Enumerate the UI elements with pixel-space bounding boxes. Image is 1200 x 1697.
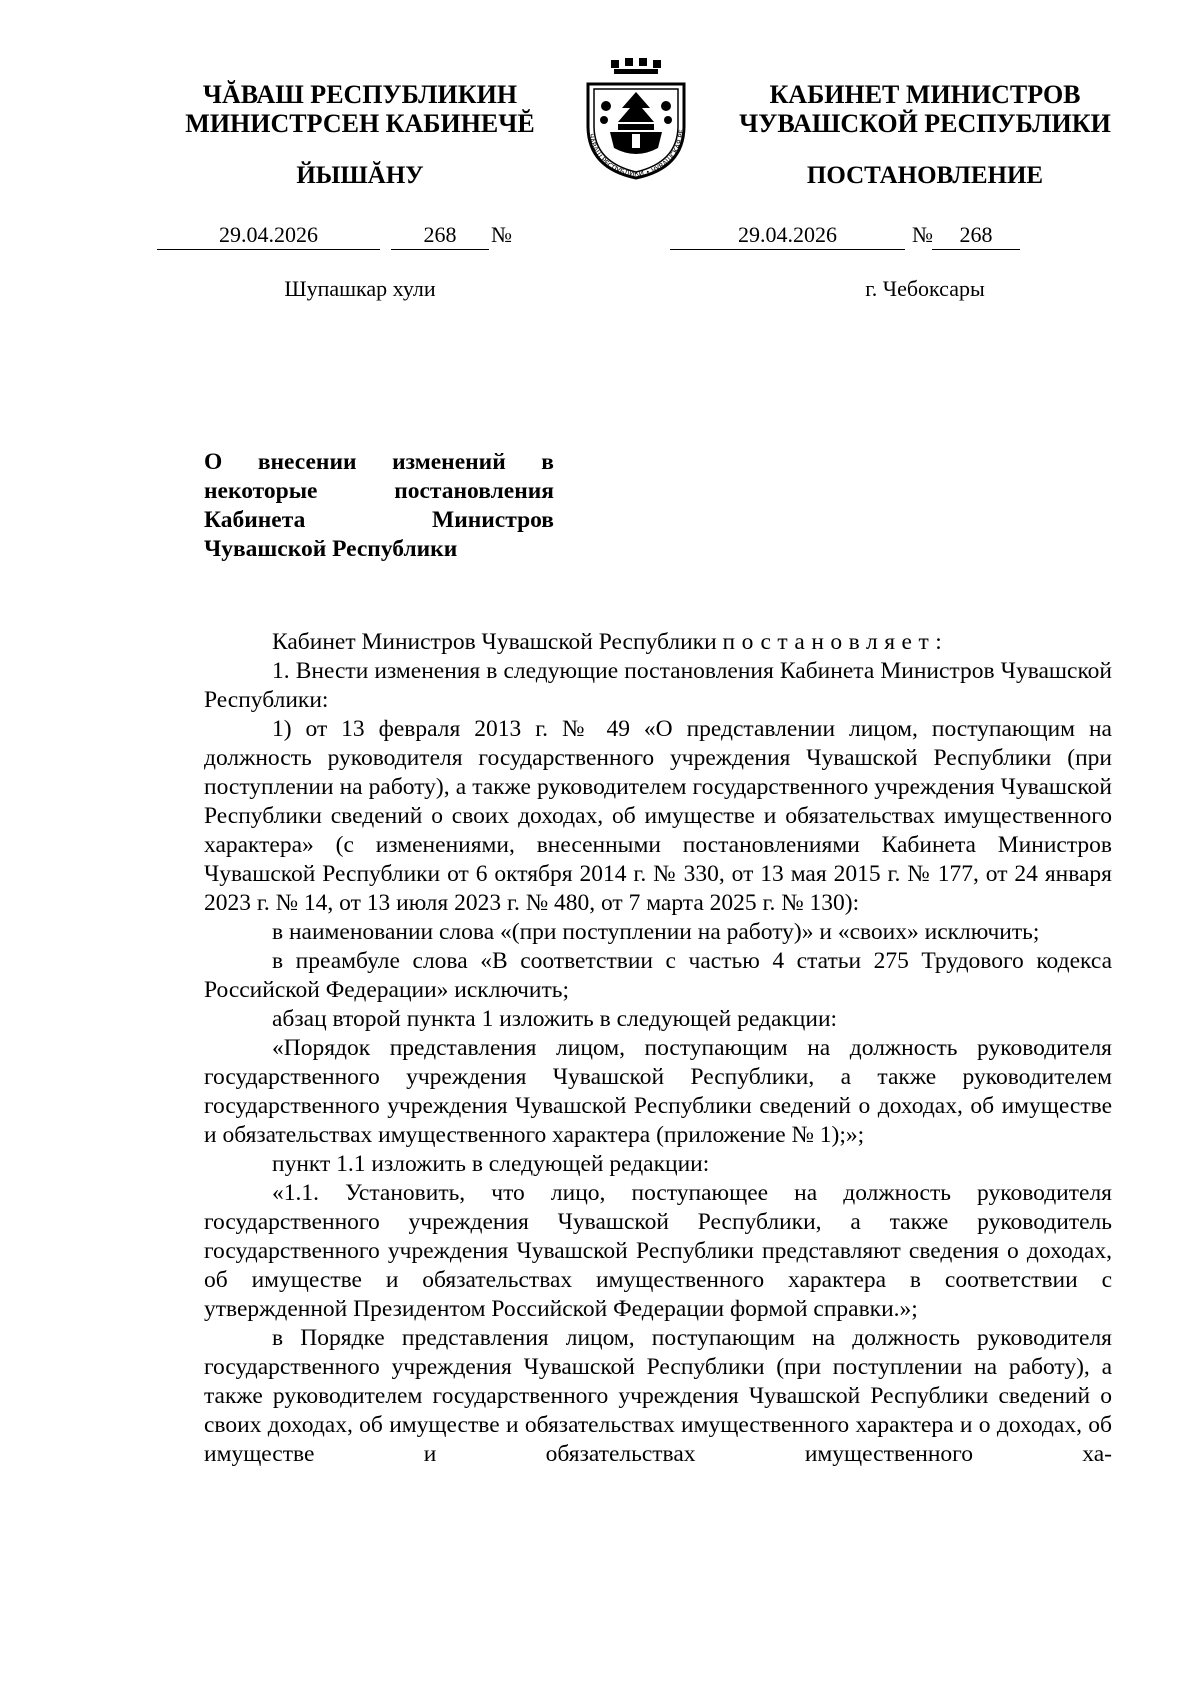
header-left-line2: МИНИСТРСЕН КАБИНЕЧĔ — [185, 109, 535, 138]
doc-type-russian: ПОСТАНОВЛЕНИЕ — [806, 162, 1044, 189]
coat-of-arms-icon — [566, 56, 706, 181]
header-left-title — [150, 80, 570, 138]
document-body — [204, 628, 1112, 1469]
preamble-decree-word: постановляет: — [722, 629, 949, 655]
header-right-line1: КАБИНЕТ МИНИСТРОВ — [769, 80, 1081, 109]
body-paragraph: 1. Внести изменения в следующие постановления Кабинета Министров Чувашской Республики: — [204, 658, 1112, 713]
header-right-line2: ЧУВАШСКОЙ РЕСПУБЛИКИ — [739, 109, 1111, 138]
number-right: 268 — [932, 222, 1020, 250]
preamble-lead: Кабинет Министров Чувашской Республики — [272, 629, 717, 655]
registration-row — [0, 222, 1200, 252]
body-paragraph: «1.1. Установить, что лицо, поступающее на должность руководителя государственного учреждения Чувашской Республики, а также руководитель государственного учреждения Чувашской Республики представляют сведения о доходах, об имуществе и обязательствах имущественного характера в соответствии с утвержденной Президентом Российской Федерации формой справки.»; — [204, 1180, 1112, 1322]
body-paragraph: «Порядок представления лицом, поступающим на должность руководителя государственного учреждения Чувашской Республики, а также руководителем государственного учреждения Чувашской Республики сведений о доходах, об имуществе и обязательствах имущественного характера (приложение № 1);»; — [204, 1035, 1112, 1148]
body-paragraph: в преамбуле слова «В соответствии с частью 4 статьи 275 Трудового кодекса Российской Федерации» исключить; — [204, 948, 1112, 1003]
number-left: 268 — [391, 222, 489, 250]
document-subject: О внесении изменений в некоторые постановления Кабинета Министров Чувашской Республики — [204, 449, 554, 562]
city-chuvash: Шупашкар хули — [284, 276, 436, 301]
number-sign-left: № — [491, 222, 512, 247]
date-right: 29.04.2026 — [670, 222, 905, 250]
preamble-paragraph — [204, 628, 1112, 657]
city-russian: г. Чебоксары — [865, 276, 985, 301]
svg-text:ЧĂВАШ РЕСПУБЛИКИ • ЧУВАШСКАЯ Р: ЧĂВАШ РЕСПУБЛИКИ • ЧУВАШСКАЯ РЕ — [586, 129, 687, 179]
number-sign-right: № — [912, 222, 933, 247]
body-paragraph: 1) от 13 февраля 2013 г. № 49 «О представлении лицом, поступающим на должность руководителя государственного учреждения Чувашской Республики (при поступлении на работу), а также руководителем государственного учреждения Чувашской Республики сведений о своих доходах, об имуществе и обязательствах имущественного характера» (с изменениями, внесенными постановлениями Кабинета Министров Чувашской Республики от 6 октября 2014 г. № 330, от 13 мая 2015 г. № 177, от 24 января 2023 г. № 14, от 13 июля 2023 г. № 480, от 7 марта 2025 г. № 130): — [204, 716, 1112, 916]
header-right-title — [715, 80, 1135, 138]
header-left-line1: ЧĂВАШ РЕСПУБЛИКИН — [202, 80, 518, 109]
body-paragraph: пункт 1.1 изложить в следующей редакции: — [272, 1151, 710, 1177]
crown-icon — [611, 58, 661, 74]
doc-type-chuvash: ЙЫШĂНУ — [296, 162, 424, 189]
emblem-graphic — [566, 56, 706, 181]
body-paragraph: в Порядке представления лицом, поступающим на должность руководителя государственного учреждения Чувашской Республики (при поступлении на работу), а также руководителем государственного учреждения Чувашской Республики сведений о своих доходах, об имуществе и обязательствах имущественного характера и о доходах, об имуществе и обязательствах имущественного ха- — [204, 1325, 1112, 1467]
body-paragraph: абзац второй пункта 1 изложить в следующей редакции: — [272, 1006, 838, 1032]
date-left: 29.04.2026 — [157, 222, 380, 250]
body-paragraph: в наименовании слова «(при поступлении на работу)» и «своих» исключить; — [272, 919, 1040, 945]
